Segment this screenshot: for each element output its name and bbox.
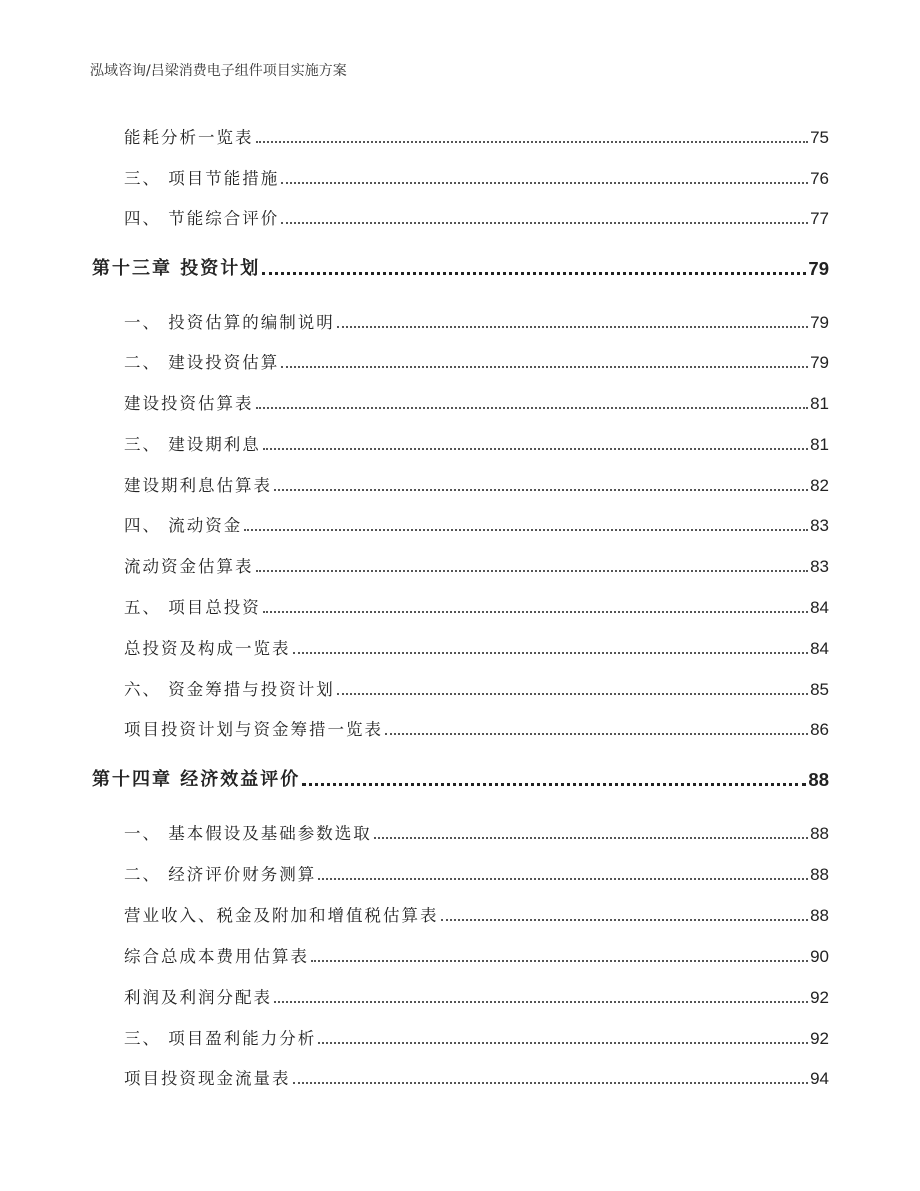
toc-entry-label: 建设投资估算表 — [124, 394, 254, 413]
toc-entry-page: 81 — [810, 435, 829, 454]
toc-leader-dots — [311, 960, 808, 962]
toc-entry-page: 88 — [810, 824, 829, 843]
toc-leader-dots — [302, 783, 806, 786]
toc-entry[interactable] — [124, 943, 829, 967]
toc-leader-dots — [281, 366, 808, 368]
toc-entry[interactable] — [124, 984, 829, 1008]
toc-leader-dots — [256, 141, 809, 143]
toc-entry[interactable] — [124, 553, 829, 577]
toc-entry-label: 三、 项目节能措施 — [124, 169, 280, 188]
toc-entry-page: 77 — [810, 209, 829, 228]
toc-entry[interactable] — [124, 124, 829, 148]
toc-entry[interactable] — [124, 1065, 829, 1089]
toc-entry-page: 79 — [810, 313, 829, 332]
toc-entry[interactable] — [124, 512, 829, 536]
toc-entry-label: 二、 经济评价财务测算 — [124, 865, 317, 884]
toc-entry-page: 83 — [810, 557, 829, 576]
toc-leader-dots — [281, 182, 808, 184]
toc-leader-dots — [337, 326, 808, 328]
toc-entry-label: 利润及利润分配表 — [124, 988, 272, 1007]
toc-entry-label: 四、 流动资金 — [124, 516, 243, 535]
toc-entry-label: 五、 项目总投资 — [124, 598, 261, 617]
toc-entry[interactable] — [124, 820, 829, 844]
toc-entry-page: 85 — [810, 680, 829, 699]
toc-leader-dots — [337, 693, 808, 695]
toc-entry-label: 第十四章 经济效益评价 — [92, 769, 301, 790]
toc-entry-page: 83 — [810, 516, 829, 535]
toc-leader-dots — [441, 919, 809, 921]
toc-entry-page: 92 — [810, 1029, 829, 1048]
toc-entry[interactable] — [124, 1025, 829, 1049]
toc-entry-page: 84 — [810, 598, 829, 617]
toc-entry-page: 94 — [810, 1069, 829, 1088]
toc-entry-label: 综合总成本费用估算表 — [124, 947, 309, 966]
toc-leader-dots — [262, 272, 806, 275]
toc-chapter-entry[interactable] — [92, 767, 829, 791]
toc-entry[interactable] — [124, 165, 829, 189]
toc-entry-page: 86 — [810, 720, 829, 739]
toc-entry[interactable] — [124, 431, 829, 455]
toc-entry-label: 建设期利息估算表 — [124, 476, 272, 495]
toc-entry-label: 一、 基本假设及基础参数选取 — [124, 824, 372, 843]
toc-entry-page: 88 — [810, 865, 829, 884]
toc-leader-dots — [256, 570, 809, 572]
toc-entry-page: 75 — [810, 128, 829, 147]
toc-entry-label: 六、 资金筹措与投资计划 — [124, 680, 335, 699]
toc-entry[interactable] — [124, 349, 829, 373]
toc-entry[interactable] — [124, 309, 829, 333]
toc-entry-page: 88 — [810, 906, 829, 925]
toc-leader-dots — [318, 878, 808, 880]
toc-entry-page: 92 — [810, 988, 829, 1007]
toc-leader-dots — [274, 1001, 808, 1003]
toc-entry-label: 营业收入、税金及附加和增值税估算表 — [124, 906, 439, 925]
toc-entry[interactable] — [124, 390, 829, 414]
toc-leader-dots — [244, 529, 808, 531]
toc-entry-label: 项目投资计划与资金筹措一览表 — [124, 720, 383, 739]
toc-entry[interactable] — [124, 861, 829, 885]
toc-leader-dots — [293, 652, 809, 654]
toc-leader-dots — [385, 733, 808, 735]
toc-chapter-entry[interactable] — [92, 256, 829, 280]
toc-entry[interactable] — [124, 635, 829, 659]
toc-entry-label: 项目投资现金流量表 — [124, 1069, 291, 1088]
toc-entry-page: 88 — [808, 769, 829, 790]
toc-leader-dots — [263, 448, 808, 450]
toc-entry[interactable] — [124, 594, 829, 618]
toc-entry[interactable] — [124, 472, 829, 496]
toc-entry-page: 84 — [810, 639, 829, 658]
toc-entry-label: 一、 投资估算的编制说明 — [124, 313, 335, 332]
toc-entry[interactable] — [124, 205, 829, 229]
toc-leader-dots — [274, 489, 808, 491]
toc-leader-dots — [263, 611, 808, 613]
toc-leader-dots — [374, 837, 808, 839]
toc-entry-page: 79 — [810, 353, 829, 372]
toc-entry[interactable] — [124, 676, 829, 700]
toc-entry-page: 82 — [810, 476, 829, 495]
toc-leader-dots — [281, 222, 808, 224]
toc-entry-label: 流动资金估算表 — [124, 557, 254, 576]
toc-entry-page: 79 — [808, 258, 829, 279]
toc-leader-dots — [293, 1082, 809, 1084]
toc-entry-page: 90 — [810, 947, 829, 966]
toc-entry-label: 三、 建设期利息 — [124, 435, 261, 454]
toc-leader-dots — [318, 1042, 808, 1044]
toc-entry-label: 四、 节能综合评价 — [124, 209, 280, 228]
toc-entry-page: 81 — [810, 394, 829, 413]
toc-entry-page: 76 — [810, 169, 829, 188]
toc-entry-label: 总投资及构成一览表 — [124, 639, 291, 658]
toc-entry-label: 能耗分析一览表 — [124, 128, 254, 147]
toc-entry-label: 二、 建设投资估算 — [124, 353, 280, 372]
running-header: 泓域咨询/吕梁消费电子组件项目实施方案 — [90, 63, 347, 79]
toc-entry[interactable] — [124, 716, 829, 740]
toc-leader-dots — [256, 407, 809, 409]
toc-entry-label: 三、 项目盈利能力分析 — [124, 1029, 317, 1048]
toc-entry-label: 第十三章 投资计划 — [92, 258, 261, 279]
toc-entry[interactable] — [124, 902, 829, 926]
